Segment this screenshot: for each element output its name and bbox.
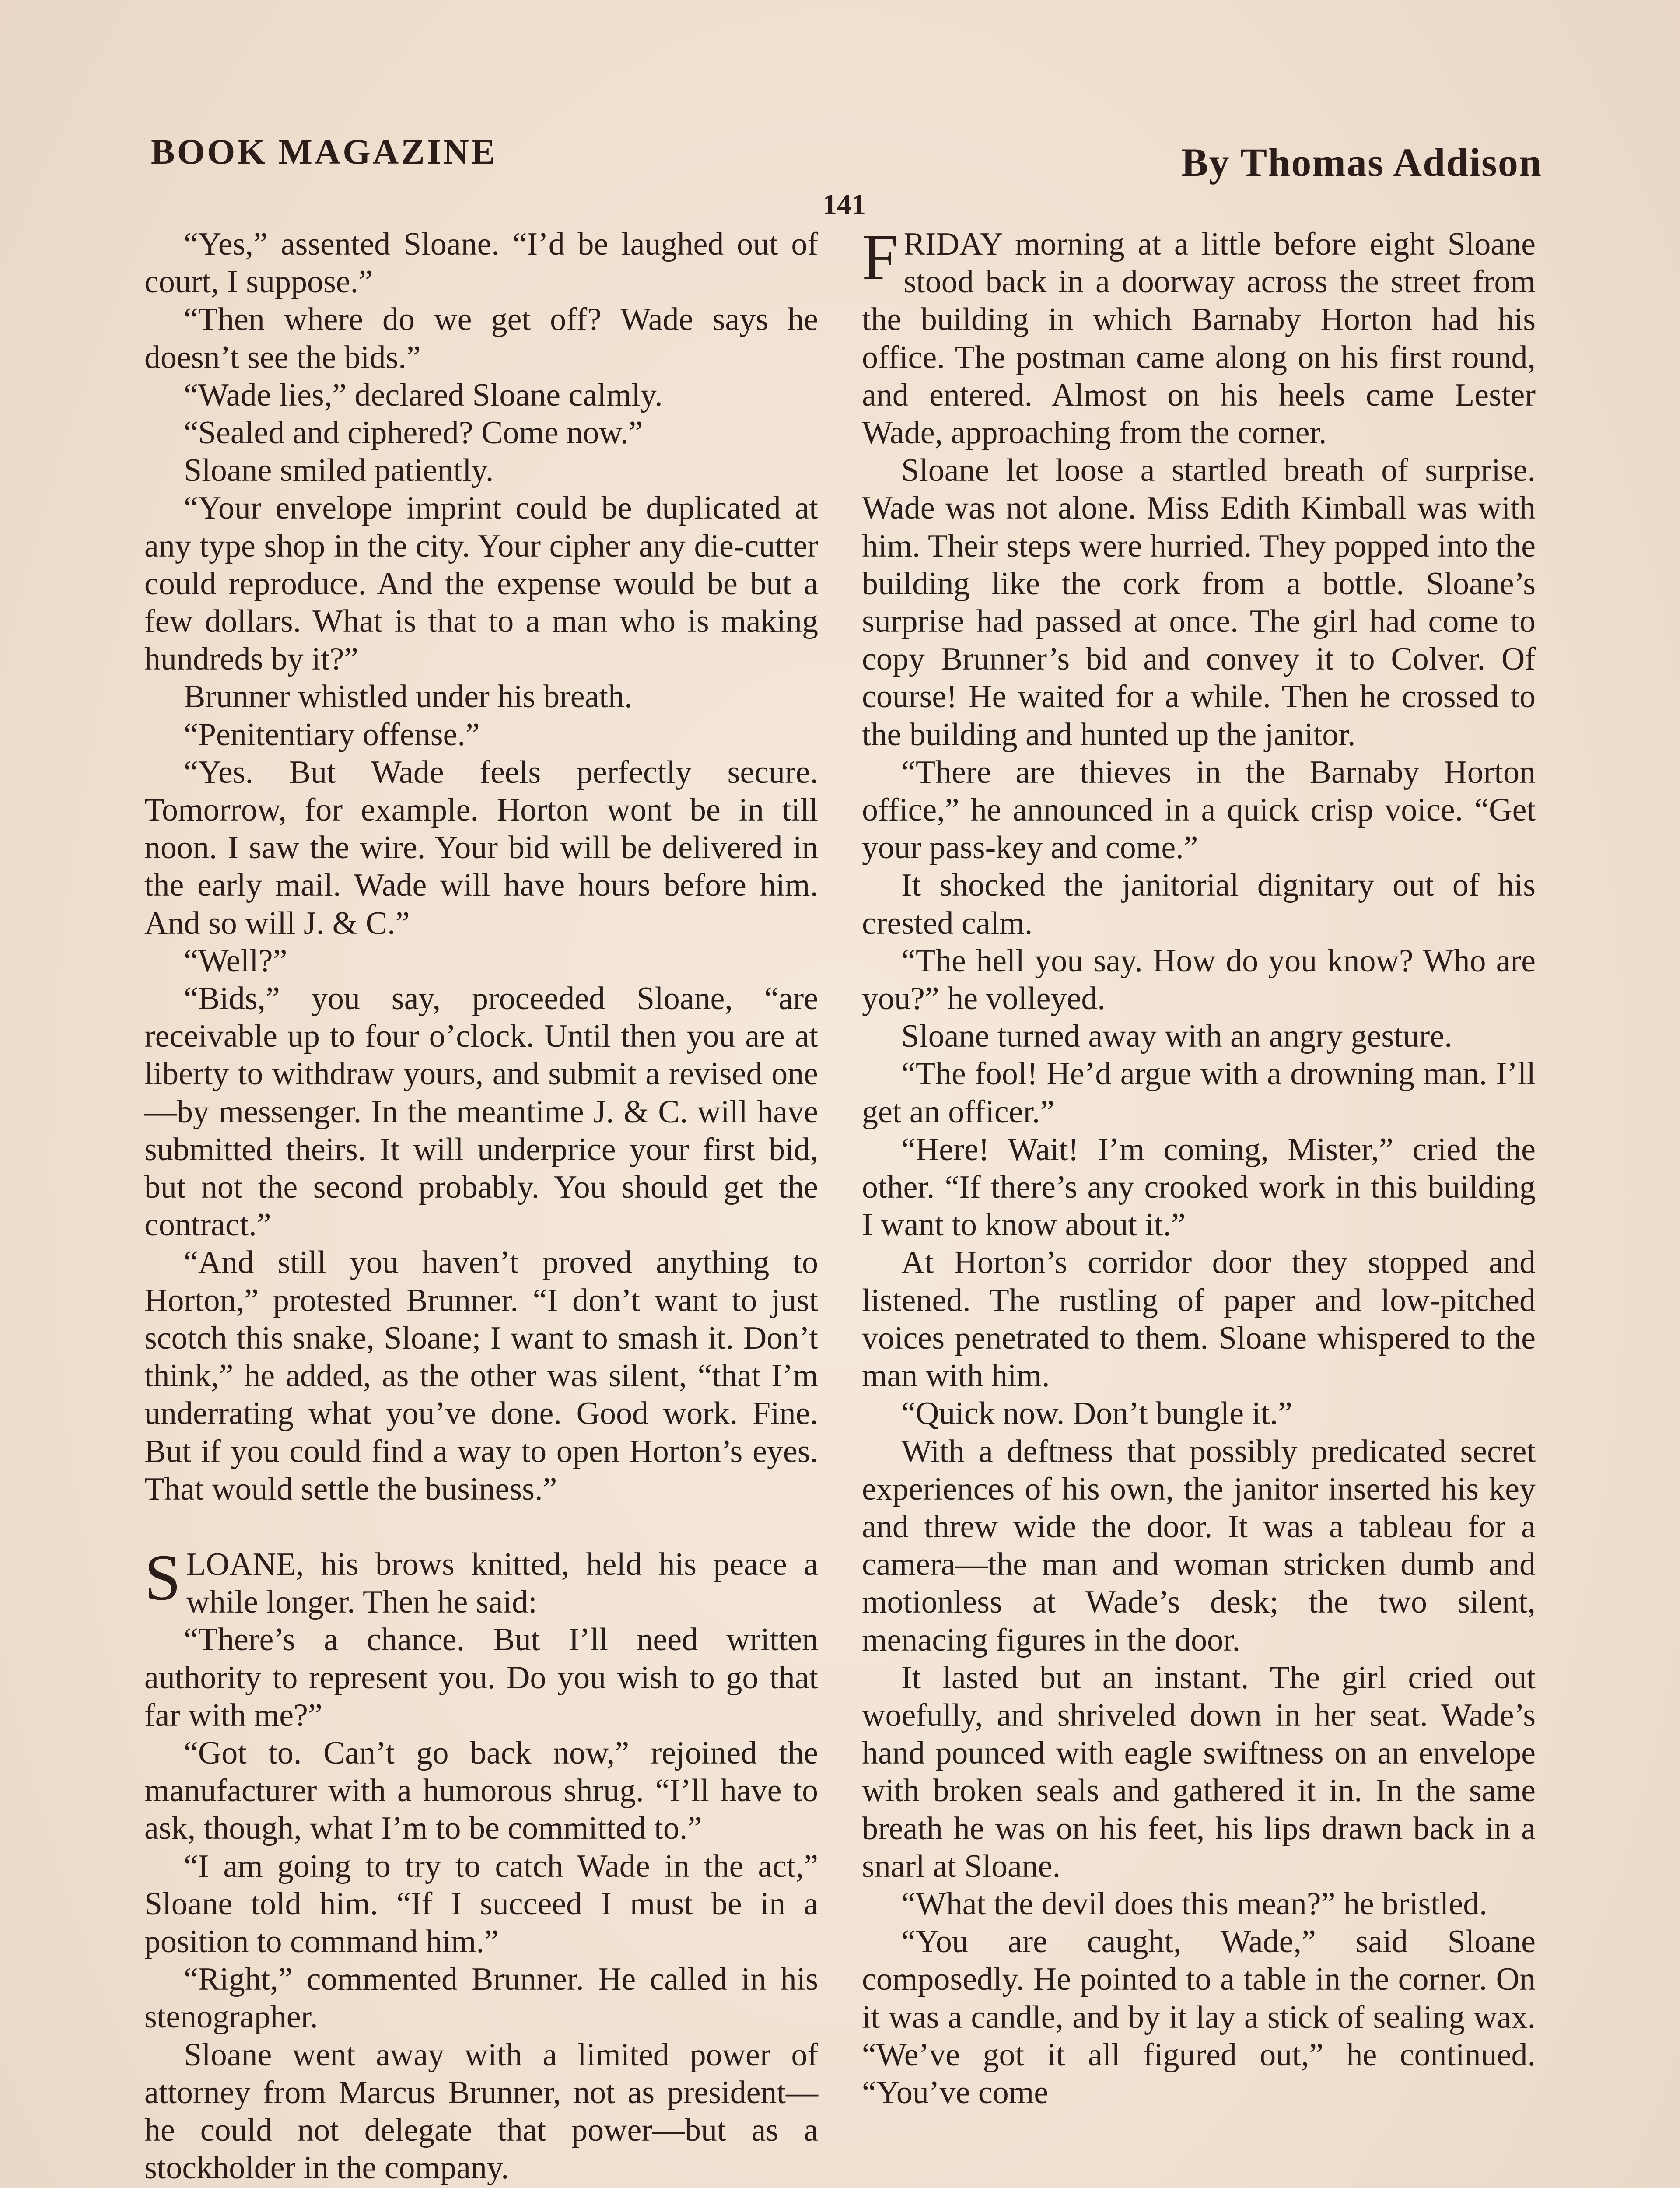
section-opening-text: LOANE, his brows knitted, held his peace a while longer. Then he said: [186,1546,818,1620]
drop-cap: S [144,1541,181,1614]
paragraph: “There are thieves in the Barnaby Horton office,” he announced in a quick crisp voice. “Get your pass-key and come.” [862,754,1536,866]
section-opening-text: RIDAY morning at a little before eight Sloane stood back in a doorway across the street from the building in which Barnaby Horton had his office. The postman came along on his first round, and entered. Almost on his heels came Lester Wade, approaching from the corner. [862,226,1536,451]
paragraph: “Then where do we get off? Wade says he doesn’t see the bids.” [144,302,818,375]
paragraph: It lasted but an instant. The girl cried out woefully, and shriveled down in her seat. Wade’s hand pounced with eagle swiftness on an envelope with broken seals and gathered it in. In the same breath he was on his feet, his lips drawn back in a snarl at Sloane. [862,1659,1536,1884]
section-opening-paragraph [862,221,1536,452]
paragraph: At Horton’s corridor door they stopped and listened. The rustling of paper and low-pitched voices penetrated to them. Sloane whispered to the man with him. [862,1245,1536,1394]
drop-cap: F [862,221,899,294]
paragraph: “Got to. Can’t go back now,” rejoined the manufacturer with a humorous shrug. “I’ll have to ask, though, what I’m to be committed to.” [144,1735,818,1847]
paragraph: “Yes,” assented Sloane. “I’d be laughed out of court, I suppose.” [144,226,818,300]
paragraph: “Your envelope imprint could be duplicated at any type shop in the city. Your cipher any die-cutter could reproduce. And the expense would be but a few dollars. What is that to a man who is making hundreds by it?” [144,490,818,677]
paragraph: “And still you haven’t proved anything to Horton,” protested Brunner. “I don’t want to just scotch this snake, Sloane; I want to smash it. Don’t think,” he added, as the other was silent, “that I’m underrating what you’ve done. Good work. Fine. But if you could find a way to open Horton’s eyes. That would settle the business.” [144,1245,818,1507]
paragraph: “Here! Wait! I’m coming, Mister,” cried the other. “If there’s any crooked work in this building I want to know about it.” [862,1131,1536,1243]
paragraph: “Yes. But Wade feels perfectly secure. Tomorrow, for example. Horton wont be in till noon. I saw the wire. Your bid will be delivered in the early mail. Wade will have hours before him. And so will J. & C.” [144,754,818,941]
paragraph: “Wade lies,” declared Sloane calmly. [184,377,663,413]
paragraph: With a deftness that possibly predicated secret experiences of his own, the janitor inserted his key and threw wide the door. It was a tableau for a camera—the man and woman stricken dumb and motionless at Wade’s desk; the two silent, menacing figures in the door. [862,1433,1536,1658]
paragraph: Sloane let loose a startled breath of surprise. Wade was not alone. Miss Edith Kimball was with him. Their steps were hurried. They popped into the building like the cork from a bottle. Sloane’s surprise had passed at once. The girl had come to copy Brunner’s bid and convey it to Colver. Of course! He waited for a while. Then he crossed to the building and hunted up the janitor. [862,452,1536,753]
paragraph: “Quick now. Don’t bungle it.” [901,1396,1292,1432]
paragraph: “Right,” commented Brunner. He called in his stenographer. [144,1961,818,2035]
paragraph: “There’s a chance. But I’ll need written authority to represent you. Do you wish to go that far with me?” [144,1622,818,1733]
paragraph: “Well?” [184,943,287,979]
paragraph: “The fool! He’d argue with a drowning man. I’ll get an officer.” [862,1056,1536,1130]
paragraph: “You are caught, Wade,” said Sloane composedly. He pointed to a table in the corner. On it was a candle, and by it lay a stick of sealing wax. “We’ve got it all figured out,” he continued. “You’ve come [862,1924,1536,2111]
magazine-title: BOOK MAGAZINE [151,132,497,172]
paragraph: “Penitentiary offense.” [184,716,480,753]
author-byline: By Thomas Addison [1181,140,1542,185]
paragraph: “Bids,” you say, proceeded Sloane, “are receivable up to four o’clock. Until then you are at liberty to withdraw yours, and submit a revised one—by messenger. In the meantime J. & C. will have submitted theirs. It will underprice your first bid, but not the second probably. You should get the contract.” [144,981,818,1243]
paragraph: “The hell you say. How do you know? Who are you?” he volleyed. [862,943,1536,1017]
paragraph: “What the devil does this mean?” he bristled. [901,1886,1488,1922]
paragraph: “I am going to try to catch Wade in the act,” Sloane told him. “If I succeed I must be in a position to command him.” [144,1848,818,1960]
paragraph: It shocked the janitorial dignitary out of his crested calm. [862,867,1536,941]
paragraph: “Sealed and ciphered? Come now.” [184,415,643,451]
paragraph: Sloane smiled patiently. [184,452,494,489]
left-column [144,225,818,2187]
paragraph: Brunner whistled under his breath. [184,679,633,715]
page-number: 141 [822,189,866,221]
section-opening-paragraph [144,1541,818,1621]
paragraph: Sloane went away with a limited power of attorney from Marcus Brunner, not as president—he could not delegate that power—but as a stockholder in the company. [144,2037,818,2186]
right-column [862,221,1536,2111]
paragraph: Sloane turned away with an angry gesture. [901,1018,1452,1055]
